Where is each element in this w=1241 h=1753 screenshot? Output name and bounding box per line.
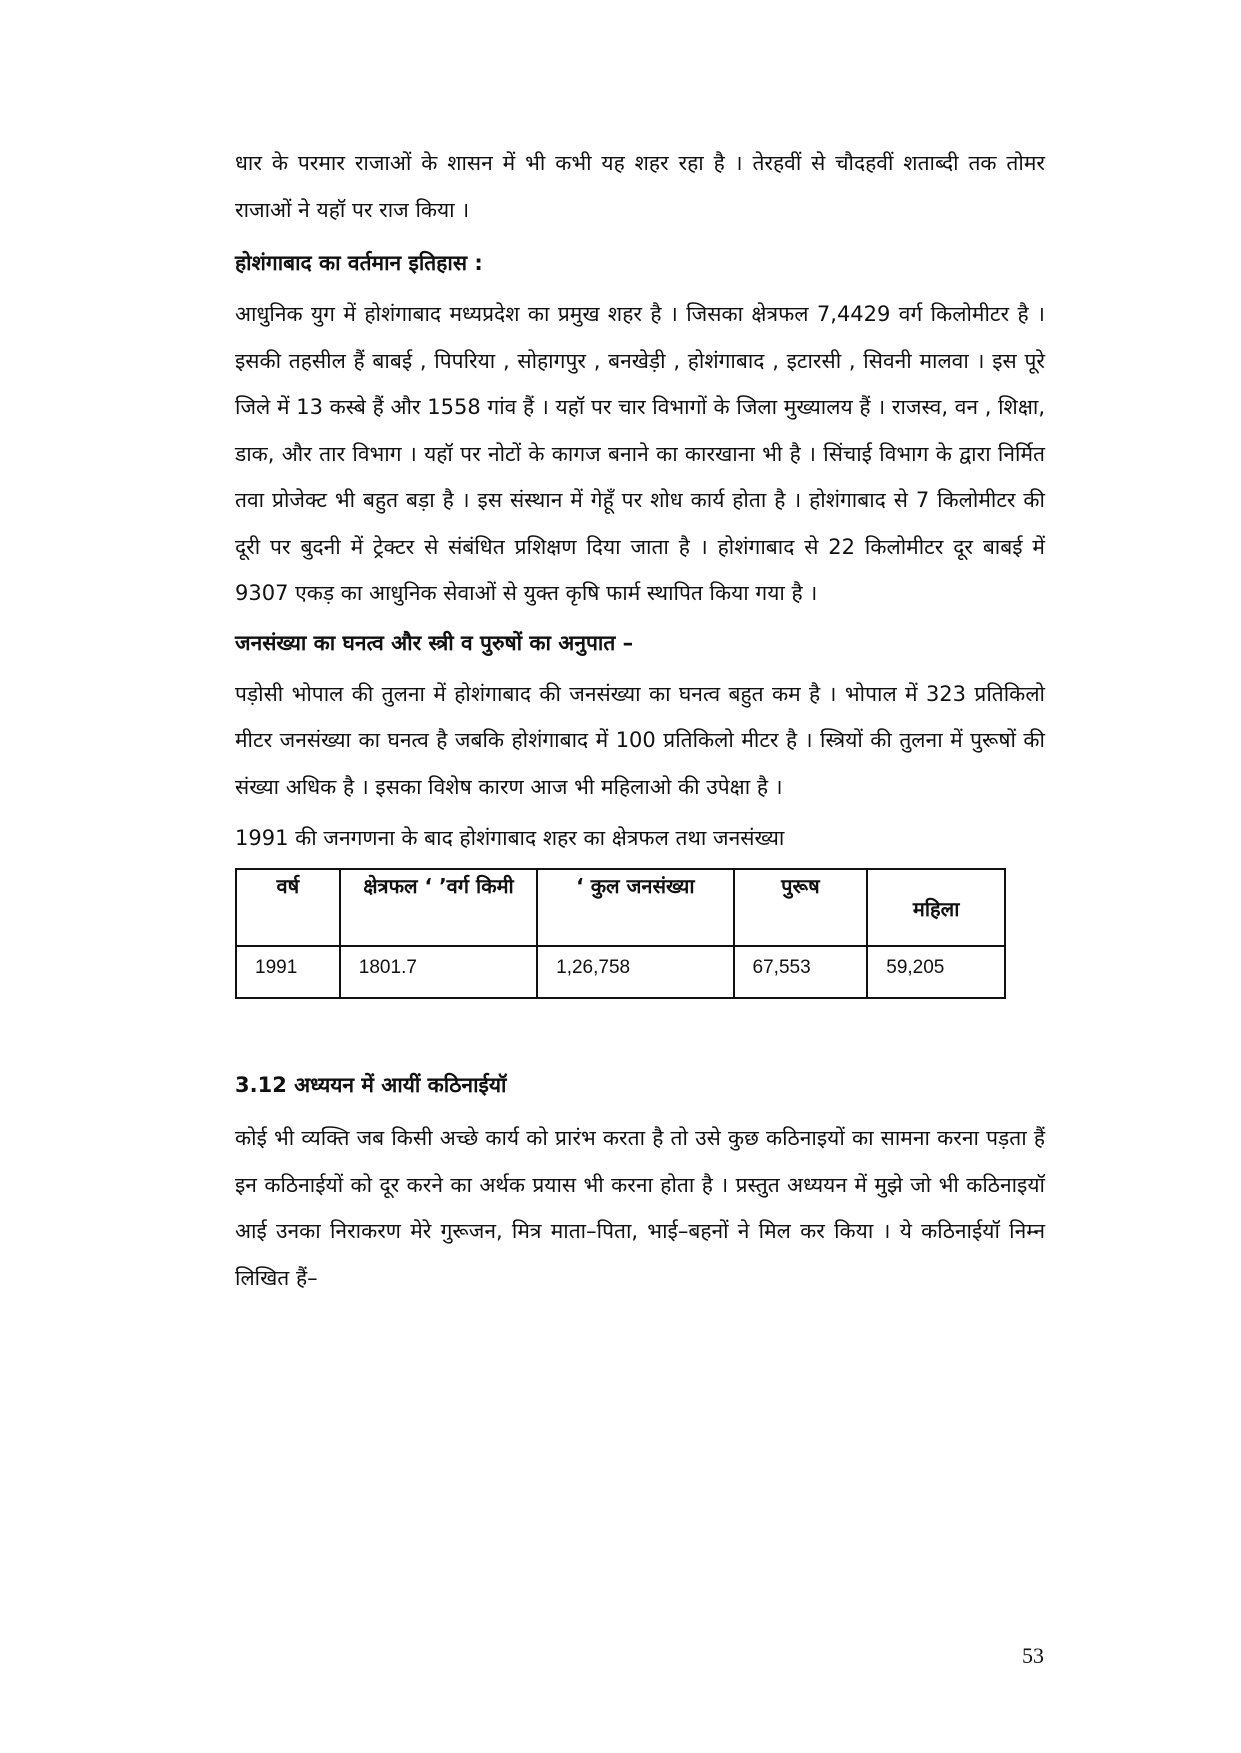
- population-heading: जनसंख्या का घनत्व और स्त्री व पुरुषों का अनुपात –: [235, 630, 634, 655]
- cell-area: 1801.7: [340, 946, 537, 998]
- table-row: [236, 946, 1005, 998]
- document-page: [235, 140, 1045, 1301]
- history-heading: होशंगाबाद का वर्तमान इतिहास :: [235, 251, 483, 275]
- header-year: वर्ष: [236, 869, 340, 946]
- table-header-row: [236, 869, 1005, 946]
- population-paragraph: पड़ोसी भोपाल की तुलना में होशंगाबाद की जनसंख्या का घनत्व बहुत कम है । भोपाल में 323 प्रतिकिलो मीटर जनसंख्या का घनत्व है जबकि होशंगाबाद में 100 प्रतिकिलो मीटर है । स्त्रियों की तुलना में पुरूषों की संख्या अधिक है । इसका विशेष कारण आज भी महिलाओ की उपेक्षा है ।: [235, 681, 1045, 799]
- cell-female: 59,205: [867, 946, 1005, 998]
- study-paragraph: कोई भी व्यक्ति जब किसी अच्छे कार्य को प्रारंभ करता है तो उसे कुछ कठिनाइयों का सामना करना पड़ता हैं इन कठिनाईयों को दूर करने का अर्थक प्रयास भी करना होता है । प्रस्तुत अध्ययन में मुझे जो भी कठिनाइयॉ आई उनका निराकरण मेरे गुरूजन, मित्र माता–पिता, भाई–बहनों ने मिल कर किया । ये कठिनाईयॉ निम्न लिखित हैं–: [235, 1126, 1045, 1290]
- cell-male: 67,553: [734, 946, 868, 998]
- header-female: महिला: [867, 869, 1005, 946]
- study-heading: 3.12 अध्ययन में आयीं कठिनाईयॉ: [235, 1073, 507, 1097]
- header-area: क्षेत्रफल ‘ ’वर्ग किमी: [340, 869, 537, 946]
- history-paragraph: आधुनिक युग में होशंगाबाद मध्यप्रदेश का प्रमुख शहर है । जिसका क्षेत्रफल 7,4429 वर्ग किलोमीटर है । इसकी तहसील हैं बाबई , पिपरिया , सोहागपुर , बनखेड़ी , होशंगाबाद , इटारसी , सिवनी मालवा । इस पूरे जिले में 13 कस्बे हैं और 1558 गांव हैं । यहॉ पर चार विभागों के जिला मुख्यालय हैं । राजस्व, वन , शिक्षा, डाक, और तार विभाग । यहॉ पर नोटों के कागज बनाने का कारखाना भी है । सिंचाई विभाग के द्वारा निर्मित तवा प्रोजेक्ट भी बहुत बड़ा है । इस संस्थान में गेहूॅं पर शोध कार्य होता है । होशंगाबाद से 7 किलोमीटर की दूरी पर बुदनी में ट्रेक्टर से संबंधित प्रशिक्षण दिया जाता है । होशंगाबाद से 22 किलोमीटर दूर बाबई में 9307 एकड़ का आधुनिक सेवाओं से युक्त कृषि फार्म स्थापित किया गया है ।: [235, 302, 1045, 605]
- intro-paragraph: धार के परमार राजाओं के शासन में भी कभी यह शहर रहा है । तेरहवीं से चौदहवीं शताब्दी तक तोमर राजाओं ने यहॉ पर राज किया ।: [235, 151, 1045, 222]
- header-total-population: ‘ कुल जनसंख्या: [537, 869, 733, 946]
- cell-year: 1991: [236, 946, 340, 998]
- page-number: 53: [1022, 1643, 1044, 1668]
- table-caption: 1991 की जनगणना के बाद होशंगाबाद शहर का क्षेत्रफल तथा जनसंख्या: [235, 826, 785, 850]
- cell-total-population: 1,26,758: [537, 946, 733, 998]
- header-male: पुरूष: [734, 869, 868, 946]
- census-table: [235, 868, 1006, 999]
